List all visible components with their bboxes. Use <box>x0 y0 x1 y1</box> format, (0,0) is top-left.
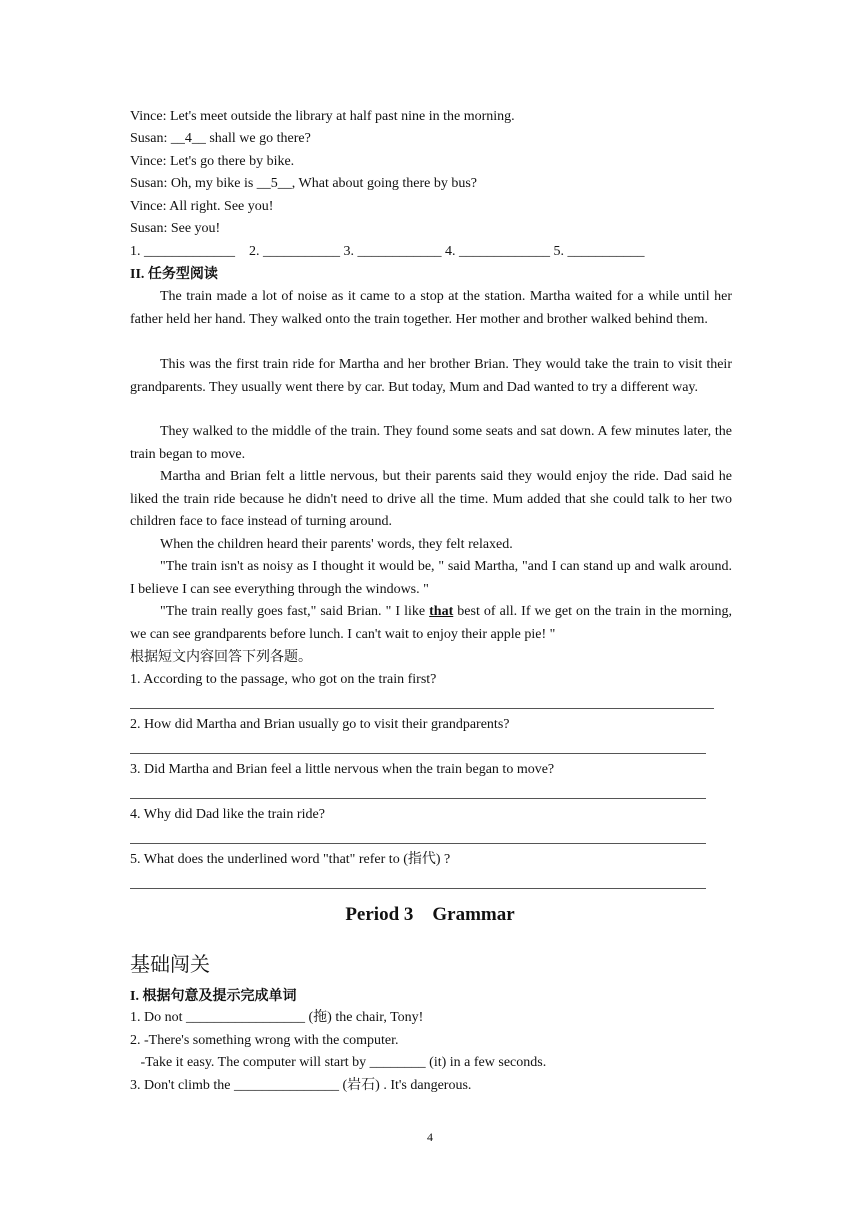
instruction-text: 根据短文内容回答下列各题。 <box>130 649 312 665</box>
answer-line-5[interactable] <box>130 888 706 889</box>
item-2-question: 2. -There's something wrong with the computer. <box>130 1033 399 1048</box>
passage-paragraph-7 <box>130 601 732 646</box>
passage-paragraph-5: When the children heard their parents' words, they felt relaxed. <box>160 537 513 552</box>
question-2: 2. How did Martha and Brian usually go to visit their grandparents? <box>130 717 510 732</box>
dialogue-line-3: Vince: Let's go there by bike. <box>130 154 295 169</box>
answer-blanks: 1. _____________ 2. ___________ 3. ____________ 4. _____________ 5. ___________ <box>130 244 645 259</box>
answer-line-4[interactable] <box>130 843 706 844</box>
dialogue-line-6: Susan: See you! <box>130 221 221 236</box>
passage-paragraph-4: Martha and Brian felt a little nervous, but their parents said they would enjoy the ride. Dad said he liked the train ride because he didn't need to drive all the time. Mum added that she could talk to her two children face to face instead of turning around. <box>130 469 732 529</box>
dialogue-line-2 <box>130 130 311 148</box>
section-2-number: II. <box>130 267 145 282</box>
period-title: Period 3 Grammar <box>345 904 515 925</box>
dialogue-line-4 <box>130 175 477 193</box>
dialogue-line-4-end: , What about going there by bus? <box>291 176 477 191</box>
item-3: 3. Don't climb the _______________ (岩石) . It's dangerous. <box>130 1078 472 1093</box>
dialogue-line-5: Vince: All right. See you! <box>130 199 274 214</box>
blank-4: __4__ <box>170 131 206 146</box>
section-2-heading <box>130 265 218 284</box>
item-1: 1. Do not _________________ (拖) the chair, Tony! <box>130 1010 424 1025</box>
question-4: 4. Why did Dad like the train ride? <box>130 807 325 822</box>
dialogue-line-4-start: Susan: Oh, my bike is <box>130 176 257 191</box>
answer-line-2[interactable] <box>130 753 706 754</box>
paragraph-7-start: "The train really goes fast," said Brian. " I like <box>160 604 430 619</box>
dialogue-line-2-speaker: Susan: <box>130 131 171 146</box>
item-2-reply: -Take it easy. The computer will start by ________ (it) in a few seconds. <box>130 1055 547 1070</box>
underlined-word-that: that <box>429 604 454 619</box>
question-3: 3. Did Martha and Brian feel a little nervous when the train began to move? <box>130 762 555 777</box>
question-1: 1. According to the passage, who got on the train first? <box>130 672 437 687</box>
dialogue-line-2-text: shall we go there? <box>205 131 311 146</box>
paragraph-7-end: best of all. If we get on the train in the morning, we can see grandparents before lunch. I can't wait to enjoy their apple pie! " <box>130 604 732 642</box>
passage-paragraph-1: The train made a lot of noise as it came to a stop at the station. Martha waited for a while until her father held her hand. They walked onto the train together. Her mother and brother walked behind them. <box>130 289 732 327</box>
blank-5: __5__ <box>256 176 292 191</box>
answer-line-3[interactable] <box>130 798 706 799</box>
dialogue-line-1: Vince: Let's meet outside the library at half past nine in the morning. <box>130 109 515 124</box>
section-2-title: 任务型阅读 <box>147 266 218 282</box>
answer-line-1[interactable] <box>130 708 714 709</box>
section-1-number: I. <box>130 989 139 1004</box>
page-number: 4 <box>427 1130 433 1144</box>
question-5: 5. What does the underlined word "that" refer to (指代) ? <box>130 852 451 867</box>
basic-heading: 基础闯关 <box>130 952 210 976</box>
passage-paragraph-3: They walked to the middle of the train. They found some seats and sat down. A few minutes later, the train began to move. <box>130 424 732 462</box>
passage-paragraph-6: "The train isn't as noisy as I thought it would be, " said Martha, "and I can stand up and walk around. I believe I can see everything through the windows. " <box>130 559 732 597</box>
passage-paragraph-2: This was the first train ride for Martha and her brother Brian. They would take the train to visit their grandparents. They usually went there by car. But today, Mum and Dad wanted to try a different way. <box>130 357 732 395</box>
section-1-title: 根据句意及提示完成单词 <box>142 988 297 1004</box>
section-1-heading <box>130 987 296 1006</box>
